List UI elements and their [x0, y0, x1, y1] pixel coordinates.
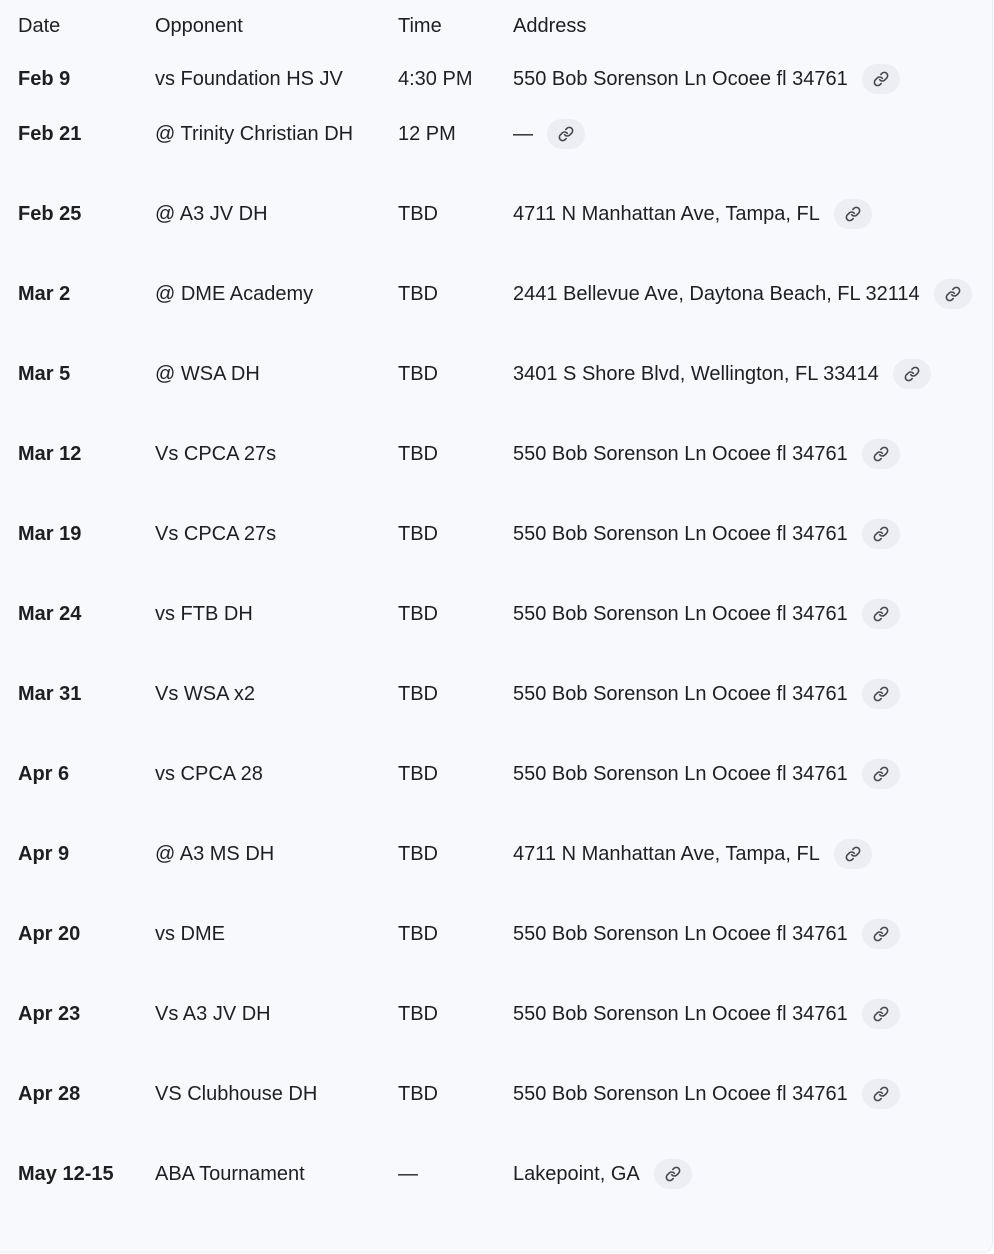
opponent-cell: Vs CPCA 27s	[155, 443, 277, 465]
table-row	[0, 186, 994, 266]
address-link-button[interactable]	[547, 119, 585, 149]
table-row	[0, 586, 994, 666]
address-cell	[495, 106, 994, 186]
date-cell: Mar 2	[18, 283, 71, 305]
address-link-button[interactable]	[862, 919, 900, 949]
opponent-cell: vs CPCA 28	[155, 763, 263, 785]
time-cell: TBD	[398, 1003, 438, 1025]
opponent-cell: vs DME	[155, 923, 225, 945]
link-icon	[873, 686, 889, 702]
address-cell	[495, 666, 994, 746]
date-cell: Apr 9	[18, 843, 70, 865]
time-cell: TBD	[398, 203, 438, 225]
table-row	[0, 826, 994, 906]
table-row	[0, 426, 994, 506]
address-link-button[interactable]	[654, 1159, 692, 1189]
date-cell: Apr 28	[18, 1083, 81, 1105]
address-text: 550 Bob Sorenson Ln Ocoee fl 34761	[513, 683, 848, 705]
header-time: Time	[398, 14, 442, 37]
table-row	[0, 906, 994, 986]
opponent-cell: Vs CPCA 27s	[155, 523, 277, 545]
address-text: 550 Bob Sorenson Ln Ocoee fl 34761	[513, 603, 848, 625]
address-text: 550 Bob Sorenson Ln Ocoee fl 34761	[513, 1083, 848, 1105]
address-cell	[495, 506, 994, 586]
time-cell: TBD	[398, 1083, 438, 1105]
opponent-cell: VS Clubhouse DH	[155, 1083, 318, 1105]
time-cell: TBD	[398, 603, 438, 625]
address-text: 4711 N Manhattan Ave, Tampa, FL	[513, 843, 820, 865]
address-link-button[interactable]	[862, 999, 900, 1029]
table-row	[0, 1066, 994, 1146]
address-text: 550 Bob Sorenson Ln Ocoee fl 34761	[513, 523, 848, 545]
link-icon	[873, 606, 889, 622]
address-cell	[495, 1066, 994, 1146]
time-cell: TBD	[398, 923, 438, 945]
table-row	[0, 266, 994, 346]
address-link-button[interactable]	[934, 279, 972, 309]
opponent-cell: @ Trinity Christian DH	[155, 123, 354, 145]
opponent-cell: ABA Tournament	[155, 1163, 305, 1185]
address-text: 2441 Bellevue Ave, Daytona Beach, FL 32114	[513, 283, 920, 305]
date-cell: Mar 5	[18, 363, 71, 385]
address-text: 3401 S Shore Blvd, Wellington, FL 33414	[513, 363, 879, 385]
time-cell: TBD	[398, 363, 438, 385]
address-text: 550 Bob Sorenson Ln Ocoee fl 34761	[513, 443, 848, 465]
table-row	[0, 506, 994, 586]
address-link-button[interactable]	[834, 839, 872, 869]
opponent-cell: Vs WSA x2	[155, 683, 256, 705]
table-row	[0, 746, 994, 826]
link-icon	[845, 206, 861, 222]
opponent-cell: Vs A3 JV DH	[155, 1003, 271, 1025]
link-icon	[665, 1166, 681, 1182]
opponent-cell: @ WSA DH	[155, 363, 260, 385]
header-date: Date	[18, 14, 61, 37]
address-link-button[interactable]	[862, 759, 900, 789]
opponent-cell: vs FTB DH	[155, 603, 253, 625]
date-cell: Mar 31	[18, 683, 82, 705]
address-link-button[interactable]	[862, 439, 900, 469]
time-cell: TBD	[398, 443, 438, 465]
date-cell: Mar 19	[18, 523, 82, 545]
opponent-cell: @ DME Academy	[155, 283, 314, 305]
table-row	[0, 346, 994, 426]
date-cell: Feb 25	[18, 203, 82, 225]
table-row	[0, 1146, 994, 1226]
address-link-button[interactable]	[862, 679, 900, 709]
address-cell	[495, 186, 994, 266]
date-cell: Apr 23	[18, 1003, 81, 1025]
time-cell: TBD	[398, 283, 438, 305]
link-icon	[558, 126, 574, 142]
link-icon	[873, 926, 889, 942]
address-text: —	[513, 123, 533, 145]
link-icon	[873, 1006, 889, 1022]
address-text: 550 Bob Sorenson Ln Ocoee fl 34761	[513, 763, 848, 785]
time-cell: TBD	[398, 683, 438, 705]
link-icon	[845, 846, 861, 862]
time-cell: 4:30 PM	[398, 68, 473, 90]
date-cell: May 12-15	[18, 1163, 114, 1185]
address-cell	[495, 426, 994, 506]
table-row	[0, 106, 994, 186]
header-address: Address	[513, 14, 587, 37]
date-cell: Feb 21	[18, 123, 82, 145]
address-cell	[495, 266, 994, 346]
address-text: 550 Bob Sorenson Ln Ocoee fl 34761	[513, 1003, 848, 1025]
date-cell: Feb 9	[18, 68, 71, 90]
link-icon	[873, 766, 889, 782]
address-cell	[495, 346, 994, 426]
opponent-cell: @ A3 JV DH	[155, 203, 268, 225]
link-icon	[945, 286, 961, 302]
address-link-button[interactable]	[862, 1079, 900, 1109]
address-cell	[495, 746, 994, 826]
table-row	[0, 986, 994, 1066]
date-cell: Apr 6	[18, 763, 70, 785]
address-link-button[interactable]	[893, 359, 931, 389]
link-icon	[873, 526, 889, 542]
address-cell	[495, 986, 994, 1066]
table-row	[0, 52, 994, 106]
date-cell: Apr 20	[18, 923, 81, 945]
link-icon	[873, 1086, 889, 1102]
address-link-button[interactable]	[862, 599, 900, 629]
opponent-cell: vs Foundation HS JV	[155, 68, 343, 90]
date-cell: Mar 12	[18, 443, 82, 465]
time-cell: 12 PM	[398, 123, 456, 145]
address-text: 550 Bob Sorenson Ln Ocoee fl 34761	[513, 68, 848, 90]
address-text: 550 Bob Sorenson Ln Ocoee fl 34761	[513, 923, 848, 945]
address-cell	[495, 826, 994, 906]
header-opponent: Opponent	[155, 14, 243, 37]
address-text: Lakepoint, GA	[513, 1163, 640, 1185]
address-link-button[interactable]	[834, 199, 872, 229]
address-link-button[interactable]	[862, 519, 900, 549]
date-cell: Mar 24	[18, 603, 82, 625]
link-icon	[873, 71, 889, 87]
address-cell	[495, 586, 994, 666]
address-cell	[495, 906, 994, 986]
address-link-button[interactable]	[862, 64, 900, 94]
time-cell: TBD	[398, 523, 438, 545]
opponent-cell: @ A3 MS DH	[155, 843, 275, 865]
table-header-row	[0, 0, 994, 52]
link-icon	[904, 366, 920, 382]
address-cell	[495, 1146, 994, 1226]
link-icon	[873, 446, 889, 462]
address-cell	[495, 52, 994, 106]
table-row	[0, 666, 994, 746]
time-cell: —	[398, 1163, 418, 1185]
address-text: 4711 N Manhattan Ave, Tampa, FL	[513, 203, 820, 225]
time-cell: TBD	[398, 843, 438, 865]
time-cell: TBD	[398, 763, 438, 785]
